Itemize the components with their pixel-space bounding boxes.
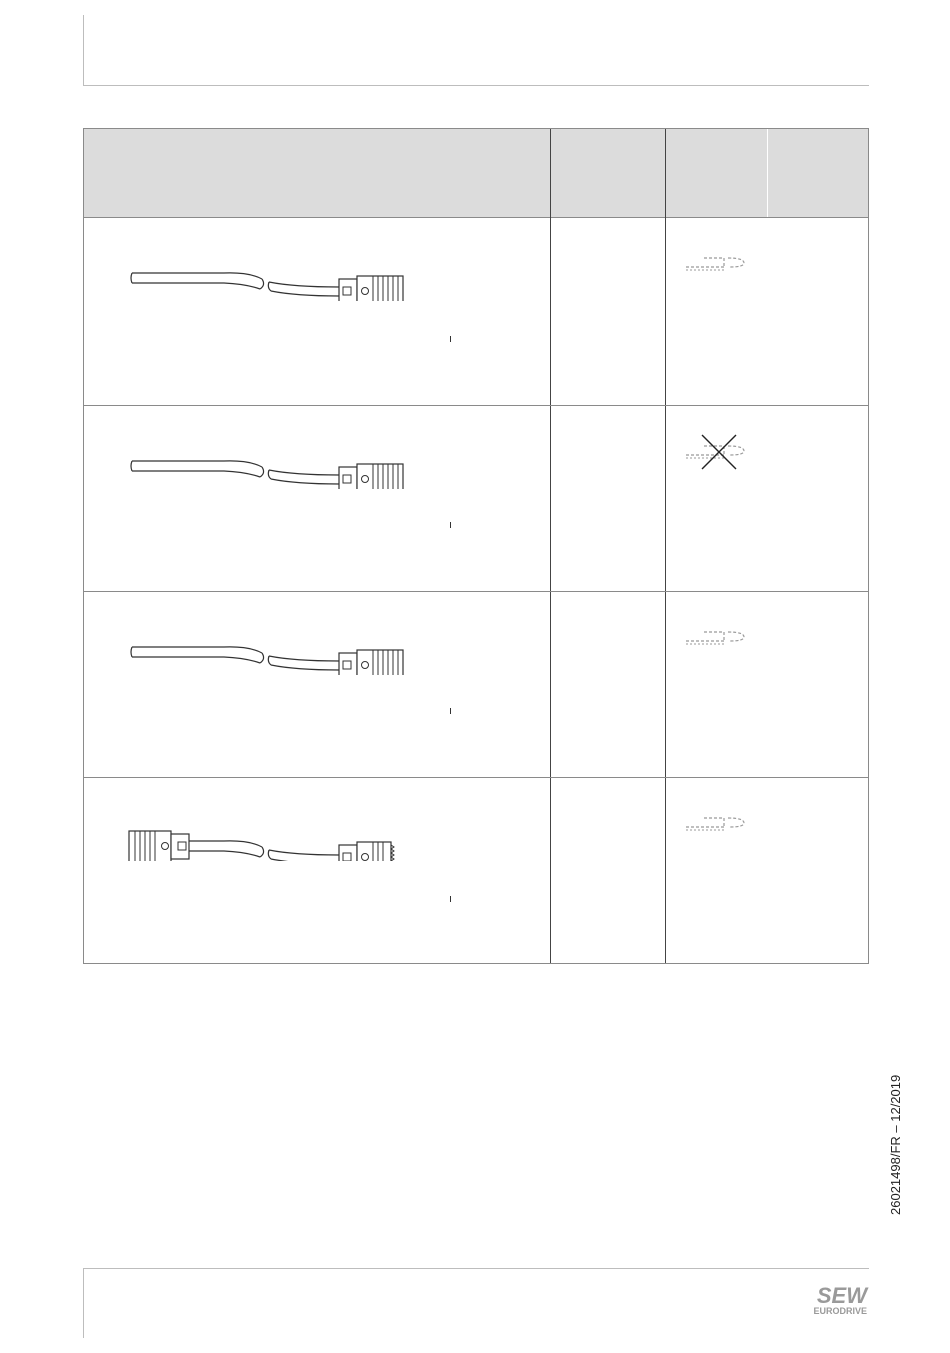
drag-chain-icon <box>684 621 754 651</box>
cross-mark-icon <box>702 435 736 469</box>
table-row <box>84 405 868 591</box>
svg-text:SEW: SEW <box>816 1283 867 1308</box>
drag-chain-icon <box>684 427 754 472</box>
document-reference: 26021498/FR – 12/2019 <box>888 1074 903 1215</box>
footer-left-rule <box>83 1268 84 1338</box>
table-header <box>84 129 868 218</box>
drag-chain-icon <box>684 247 754 277</box>
sew-eurodrive-logo <box>797 1283 869 1317</box>
dimension-tick <box>450 336 451 342</box>
header-left-rule <box>83 15 84 85</box>
header-separator <box>767 129 768 217</box>
dimension-tick <box>450 896 451 902</box>
header-rule <box>83 85 869 86</box>
svg-text:EURODRIVE: EURODRIVE <box>813 1306 867 1316</box>
dimension-tick <box>450 708 451 714</box>
cable-table <box>83 128 869 964</box>
drag-chain-icon <box>684 807 754 837</box>
footer-rule <box>83 1268 869 1269</box>
cable-assembly-icon <box>124 811 424 861</box>
dimension-tick <box>450 522 451 528</box>
table-row <box>84 591 868 777</box>
cable-assembly-icon <box>124 625 424 675</box>
cable-assembly-icon <box>124 439 424 489</box>
table-row <box>84 217 868 405</box>
table-row <box>84 777 868 963</box>
cable-assembly-icon <box>124 251 424 301</box>
